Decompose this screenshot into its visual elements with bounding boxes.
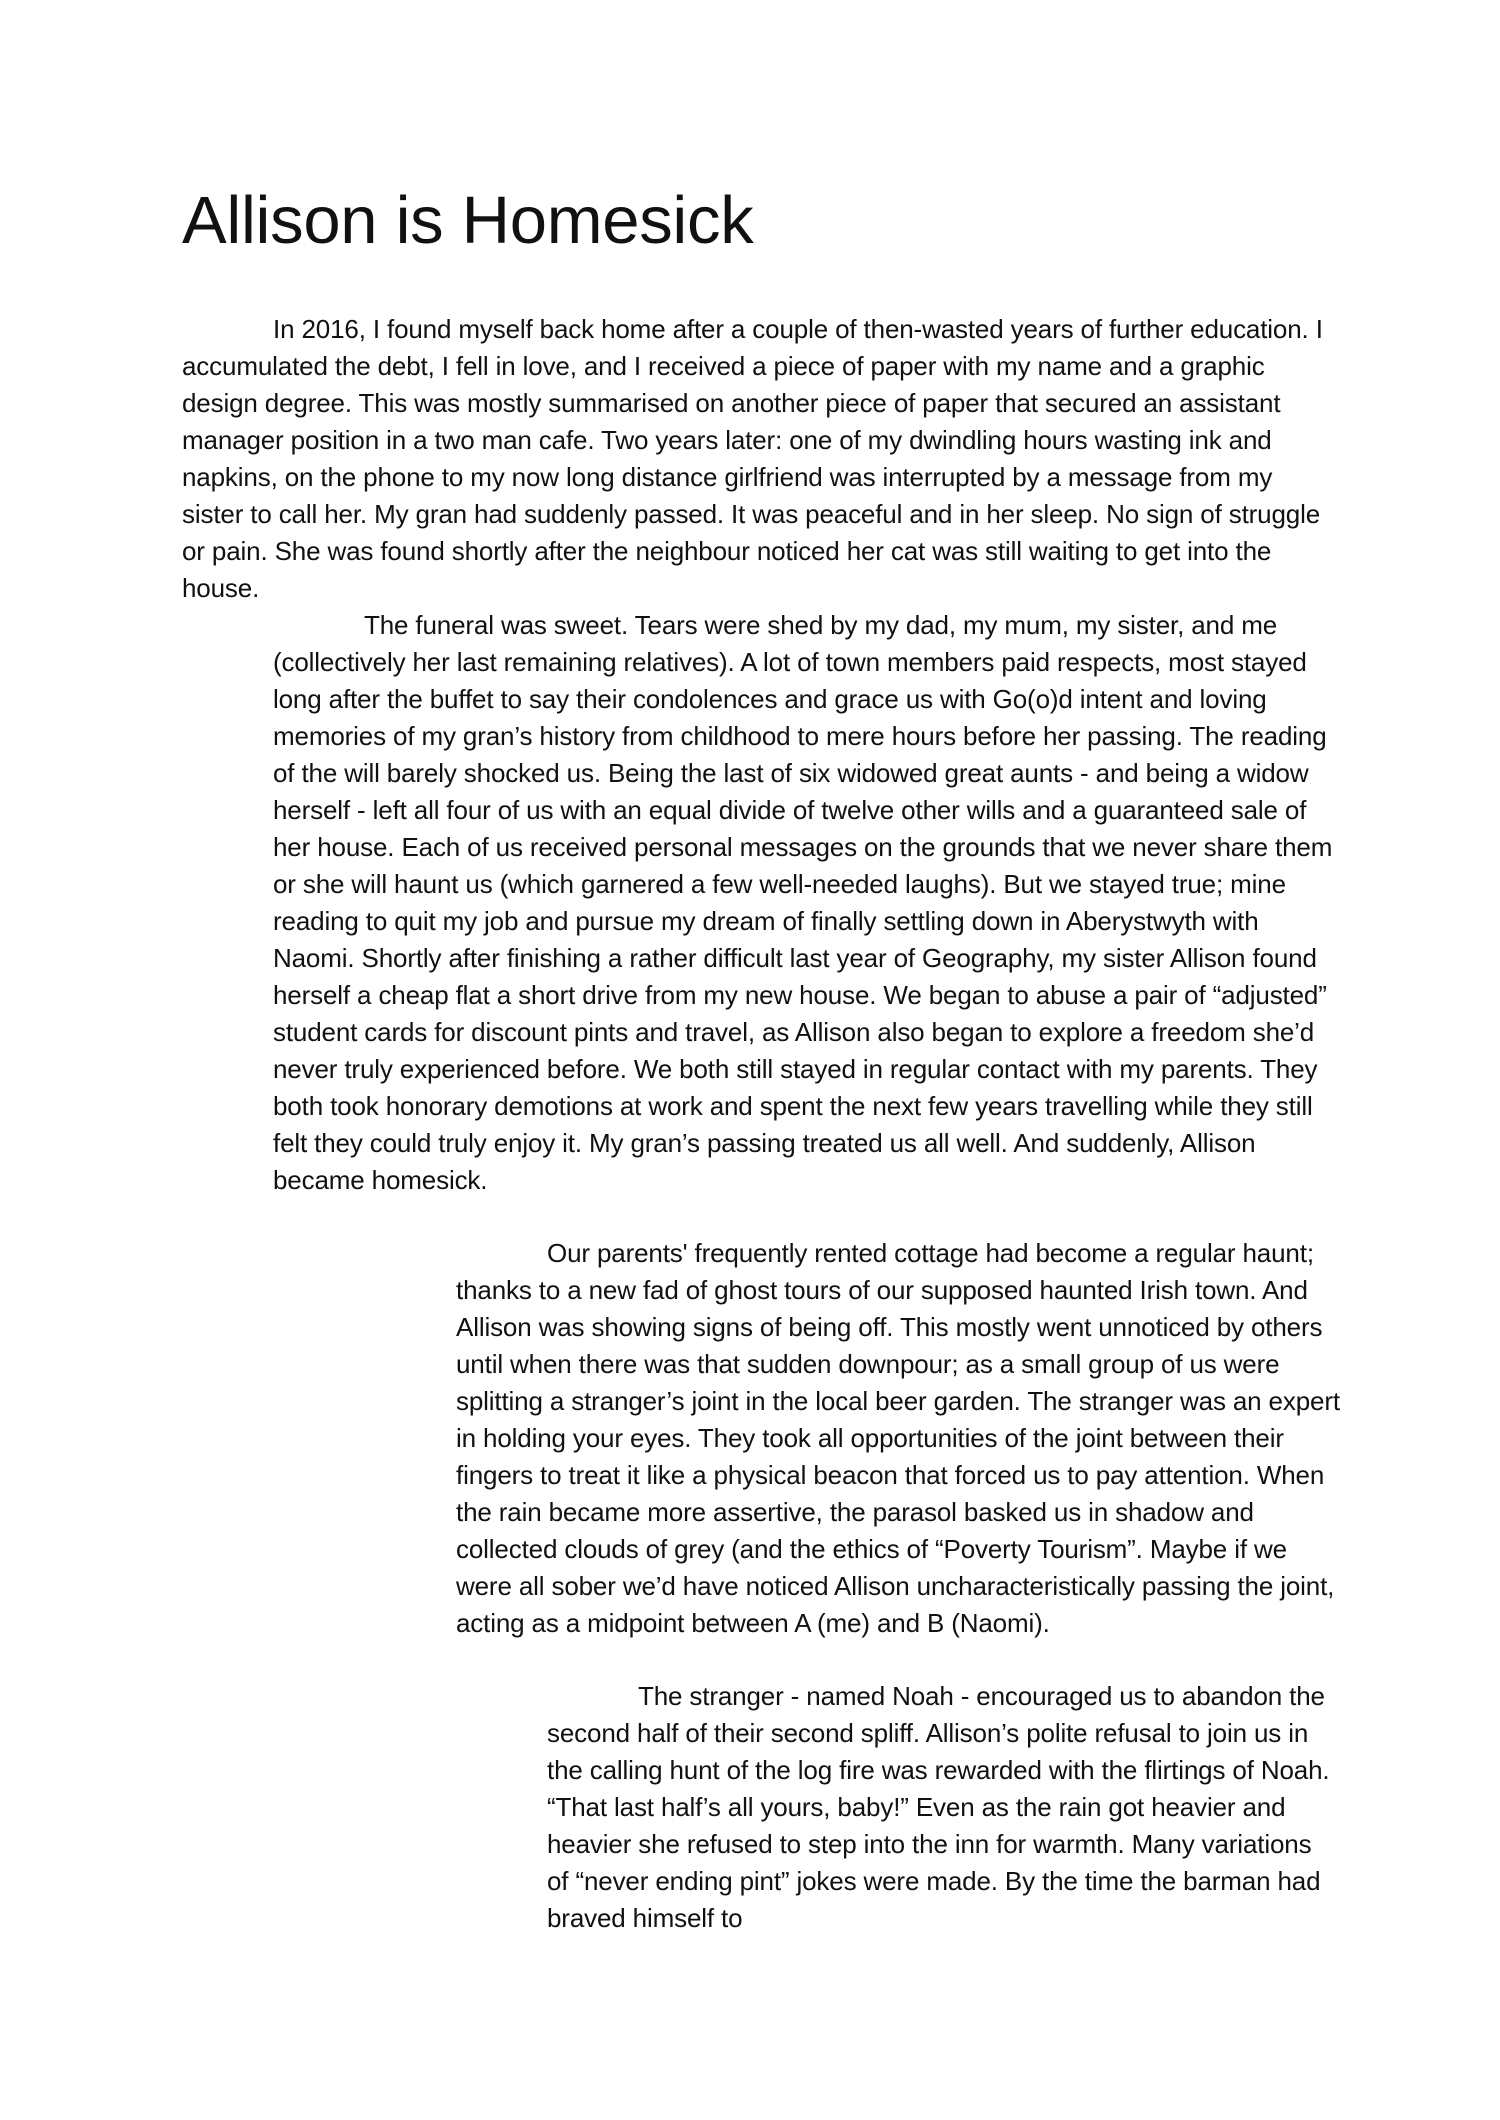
paragraph-2: The funeral was sweet. Tears were shed by my dad, my mum, my sister, and me (collectively her last remaining relatives). A lot of town members paid respects, most stayed long after the buffet to say their condolences and grace us with Go(o)d intent and loving memories of my gran’s history from childhood to mere hours before her passing. The reading of the will barely shocked us. Being the last of six widowed great aunts - and being a widow herself - left all four of us with an equal divide of twelve other wills and a guaranteed sale of her house. Each of us received personal messages on the grounds that we never share them or she will haunt us (which garnered a few well-needed laughs). But we stayed true; mine reading to quit my job and pursue my dream of finally settling down in Aberystwyth with Naomi. Shortly after finishing a rather difficult last year of Geography, my sister Allison found herself a cheap flat a short drive from my new house. We began to abuse a pair of “adjusted” student cards for discount pints and travel, as Allison also began to explore a freedom she’d never truly experienced before. We both still stayed in regular contact with my parents. They both took honorary demotions at work and spent the next few years travelling while they still felt they could truly enjoy it. My gran’s passing treated us all well. And suddenly, Allison became homesick.: [273, 610, 1333, 1195]
paragraph-3: Our parents' frequently rented cottage had become a regular haunt; thanks to a new fad of ghost tours of our supposed haunted Irish town. And Allison was showing signs of being off. This mostly went unnoticed by others until when there was that sudden downpour; as a small group of us were splitting a stranger’s joint in the local beer garden. The stranger was an expert in holding your eyes. They took all opportunities of the joint between their fingers to treat it like a physical beacon that forced us to pay attention. When the rain became more assertive, the parasol basked us in shadow and collected clouds of grey (and the ethics of “Poverty Tourism”. Maybe if we were all sober we’d have noticed Allison uncharacteristically passing the joint, acting as a midpoint between A (me) and B (Naomi).: [456, 1238, 1340, 1638]
document-title: Allison is Homesick: [182, 183, 754, 258]
paragraph-4: The stranger - named Noah - encouraged us to abandon the second half of their second spliff. Allison’s polite refusal to join us in the calling hunt of the log fire was rewarded with the flirtings of Noah. “That last half’s all yours, baby!” Even as the rain got heavier and heavier she refused to step into the inn for warmth. Many variations of “never ending pint” jokes were made. By the time the barman had braved himself to: [547, 1681, 1330, 1933]
paragraph-1: In 2016, I found myself back home after a couple of then-wasted years of further education. I accumulated the debt, I fell in love, and I received a piece of paper with my name and a graphic design degree. This was mostly summarised on another piece of paper that secured an assistant manager position in a two man cafe. Two years later: one of my dwindling hours wasting ink and napkins, on the phone to my now long distance girlfriend was interrupted by a message from my sister to call her. My gran had suddenly passed. It was peaceful and in her sleep. No sign of struggle or pain. She was found shortly after the neighbour noticed her cat was still waiting to get into the house.: [182, 314, 1323, 603]
